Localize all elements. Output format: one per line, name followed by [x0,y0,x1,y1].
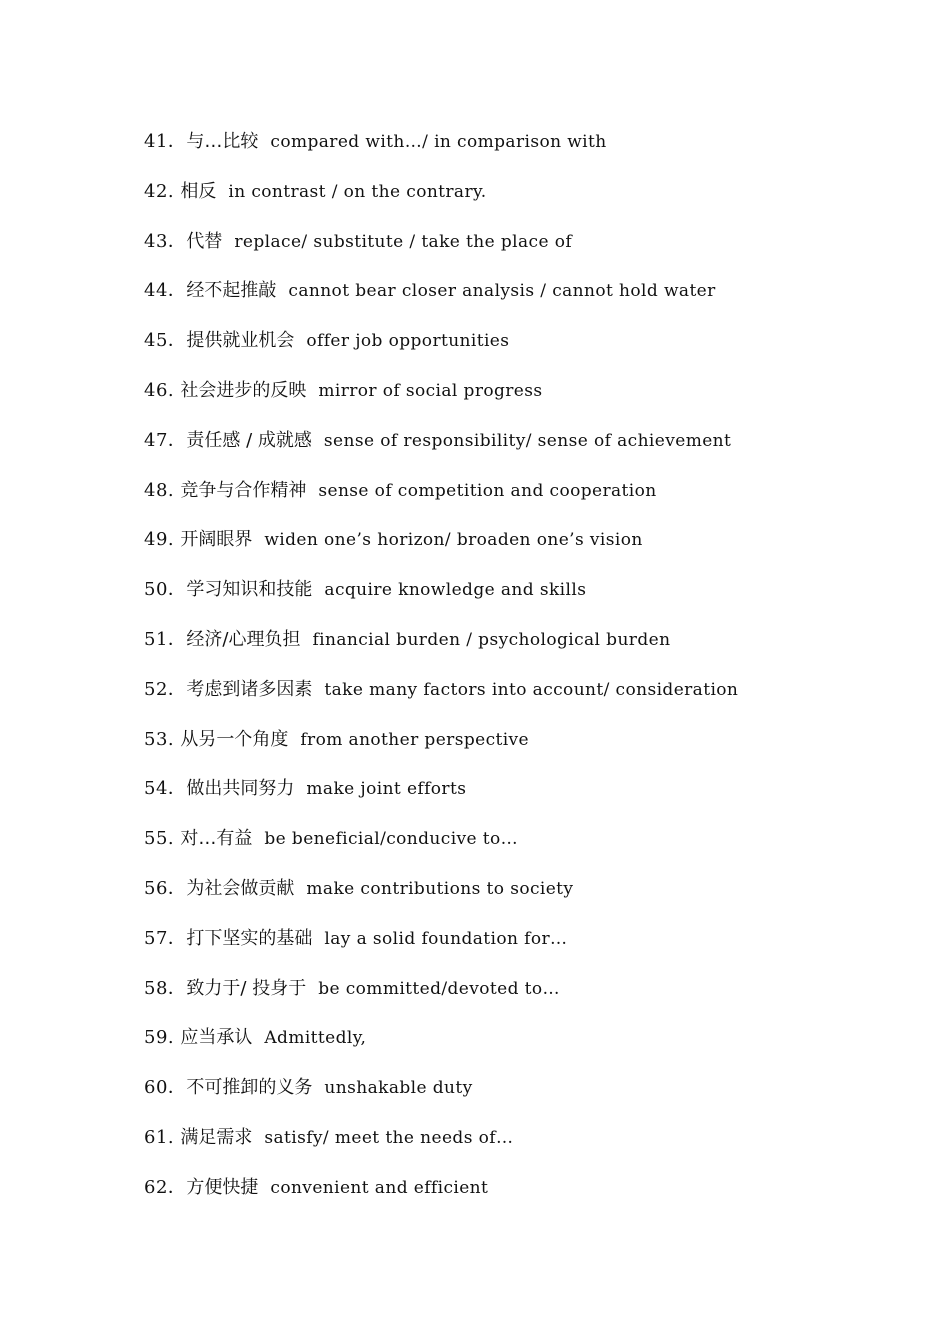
phrase-english: cannot bear closer analysis / cannot hold water [288,281,716,302]
phrase-number: 60． [144,1077,187,1099]
phrase-english: compared with…/ in comparison with [270,132,607,152]
phrase-chinese: 做出共同努力 [186,778,295,800]
phrase-number: 41． [144,131,187,152]
phrase-item [144,1072,864,1122]
phrase-number: 57． [144,927,187,949]
phrase-chinese: 提供就业机会 [186,330,295,352]
phrase-item [144,674,864,724]
phrase-item [144,873,864,923]
phrase-number: 45． [144,330,187,352]
phrase-number: 48. [144,479,181,501]
phrase-number: 58． [144,977,187,999]
phrase-english: mirror of social progress [318,380,543,401]
phrase-item [144,624,864,674]
phrase-number: 50． [144,579,187,601]
phrase-chinese: 经不起推敲 [186,280,277,302]
phrase-number: 44． [144,280,187,302]
phrase-english: satisfy/ meet the needs of… [264,1127,514,1148]
phrase-number: 46. [144,379,181,401]
phrase-english: unshakable duty [324,1078,473,1099]
phrase-number: 49. [144,529,181,551]
phrase-number: 42. [144,180,181,202]
phrase-number: 52． [144,678,187,700]
phrase-number: 59. [144,1027,181,1049]
phrase-item [144,724,864,774]
phrase-chinese: 致力于/ 投身于 [186,977,307,999]
phrase-item [144,1022,864,1072]
phrase-item [144,1122,864,1172]
phrase-english: acquire knowledge and skills [324,580,587,601]
phrase-english: Admittedly, [264,1028,367,1049]
phrase-item [144,475,864,525]
phrase-item [144,1172,864,1222]
phrase-item [144,226,864,276]
phrase-chinese: 为社会做贡献 [186,877,295,899]
phrase-english: make joint efforts [306,779,467,800]
phrase-item [144,325,864,375]
phrase-english: lay a solid foundation for… [324,928,568,949]
phrase-chinese: 满足需求 [180,1126,253,1148]
phrase-item [144,823,864,873]
phrase-chinese: 从另一个角度 [180,728,289,750]
phrase-chinese: 竞争与合作精神 [180,479,307,501]
phrase-chinese: 不可推卸的义务 [186,1077,313,1099]
phrase-english: be beneficial/conducive to… [264,829,519,850]
phrase-number: 51． [144,628,187,650]
phrase-chinese: 考虑到诸多因素 [186,678,313,700]
phrase-item [144,923,864,973]
phrase-english: in contrast / on the contrary. [228,181,487,202]
phrase-item [144,524,864,574]
phrase-item [144,126,864,176]
phrase-number: 56． [144,877,187,899]
phrase-item [144,375,864,425]
phrase-english: sense of responsibility/ sense of achievement [323,430,732,451]
phrase-english: be committed/devoted to… [318,978,560,999]
phrase-chinese: 方便快捷 [186,1176,259,1198]
phrase-english: from another perspective [300,729,530,750]
phrase-number: 61. [144,1126,181,1148]
phrase-item [144,973,864,1023]
phrase-english: sense of competition and cooperation [318,480,657,501]
phrase-chinese: 相反 [180,180,217,202]
phrase-list [144,126,864,1222]
phrase-number: 53. [144,728,181,750]
phrase-chinese: 应当承认 [180,1027,253,1049]
phrase-english: take many factors into account/ consideration [324,679,739,700]
phrase-item [144,425,864,475]
phrase-item [144,176,864,226]
phrase-english: convenient and efficient [270,1177,489,1198]
phrase-english: replace/ substitute / take the place of [234,231,573,252]
phrase-number: 47． [144,429,187,451]
phrase-item [144,773,864,823]
phrase-english: financial burden / psychological burden [312,629,671,650]
phrase-chinese: 对…有益 [180,828,253,850]
phrase-chinese: 开阔眼界 [180,529,253,551]
phrase-chinese: 责任感 / 成就感 [186,429,312,451]
phrase-english: widen one’s horizon/ broaden one’s vision [264,530,643,551]
phrase-chinese: 经济/心理负担 [186,628,301,650]
phrase-item [144,574,864,624]
phrase-number: 62． [144,1176,187,1198]
phrase-chinese: 学习知识和技能 [186,579,313,601]
phrase-number: 43． [144,230,187,252]
phrase-chinese: 社会进步的反映 [180,379,307,401]
phrase-chinese: 代替 [186,230,223,252]
phrase-chinese: 打下坚实的基础 [186,927,313,949]
phrase-number: 54． [144,778,187,800]
phrase-number: 55. [144,828,181,850]
phrase-item [144,275,864,325]
phrase-english: make contributions to society [306,878,574,899]
phrase-chinese: 与…比较 [186,131,259,152]
phrase-english: offer job opportunities [306,331,510,352]
